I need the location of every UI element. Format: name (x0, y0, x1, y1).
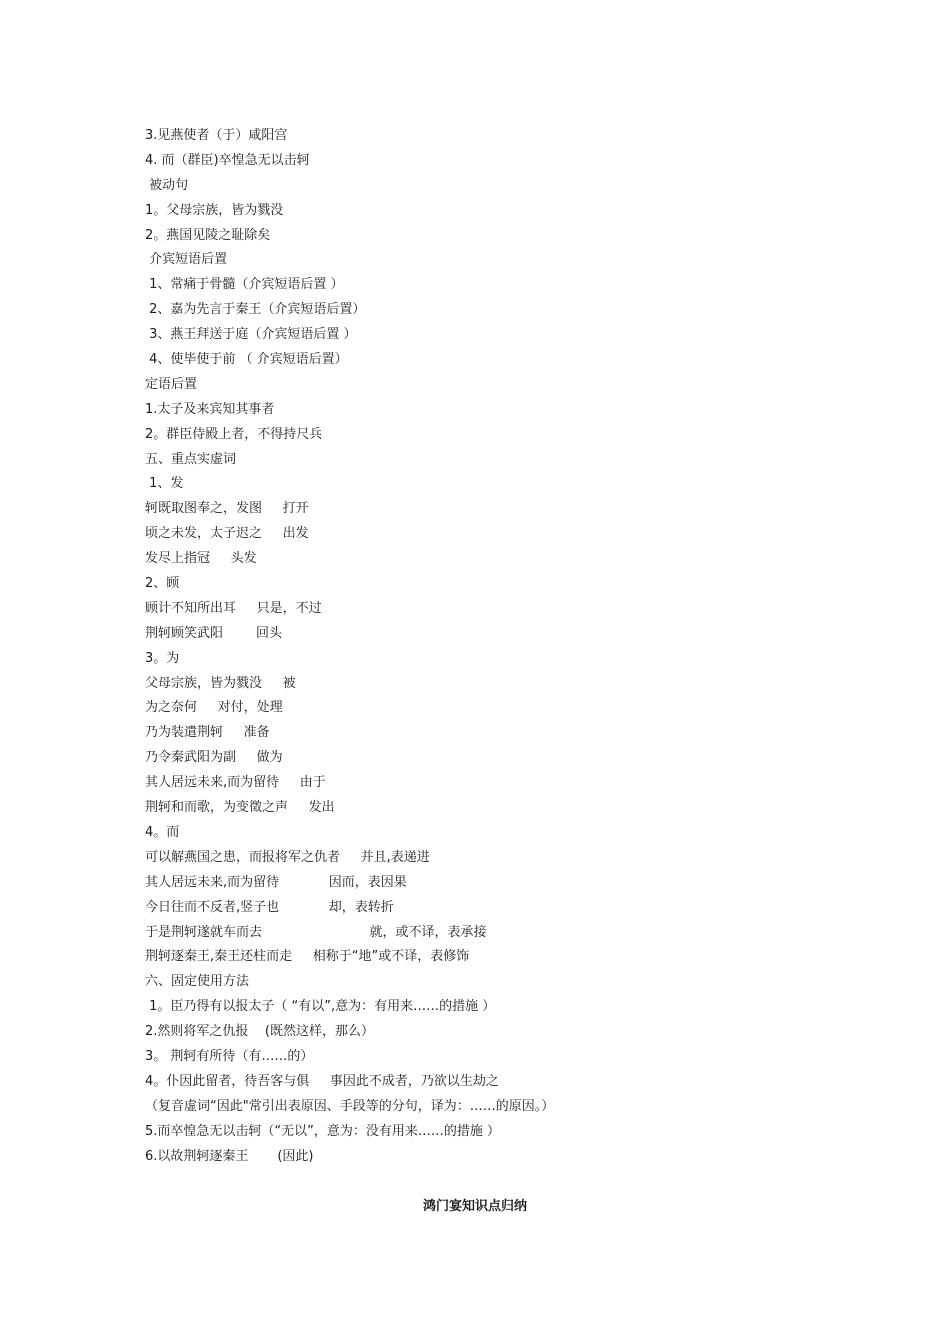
text-line: （复音虚词“因此"常引出表原因、手段等的分句，译为：……的原因。） (145, 1098, 555, 1114)
text-line: 于是荆轲遂就车而去 就，或不译，表承接 (145, 924, 487, 940)
text-line: 4. 而（群臣)卒惶急无以击轲 (145, 152, 310, 168)
text-line: 荆轲和而歌，为变徵之声 发出 (145, 800, 335, 816)
section-label: 4。而 (145, 824, 180, 840)
text-line: 3、燕王拜送于庭（介宾短语后置 ） (145, 327, 357, 343)
text-line: 1.太子及来宾知其事者 (145, 401, 275, 417)
text-line: 其人居远未来,而为留待 由于 (145, 775, 326, 791)
text-line: 6.以故荆轲逐秦王 (因此) (145, 1148, 314, 1164)
text-line: 今日往而不反者,竖子也 却，表转折 (145, 899, 394, 915)
text-line: 父母宗族，皆为戮没 被 (145, 675, 296, 691)
text-line: 2、嘉为先言于秦王（介宾短语后置） (145, 302, 366, 318)
text-line: 1。臣乃得有以报太子（ “有以”,意为：有用来……的措施 ） (145, 999, 496, 1015)
text-line: 2.然则将军之仇报 (既然这样，那么） (145, 1024, 375, 1040)
text-line: 乃令秦武阳为副 做为 (145, 750, 283, 766)
text-line: 发尽上指冠 头发 (145, 551, 257, 567)
section-heading: 六、固定使用方法 (145, 974, 250, 990)
text-line: 荆轲顾笑武阳 回头 (145, 625, 283, 641)
text-line: 其人居远未来,而为留待 因而，表因果 (145, 874, 407, 890)
text-line: 顷之未发，太子迟之 出发 (145, 526, 309, 542)
text-line: 2。群臣侍殿上者，不得持尺兵 (145, 426, 323, 442)
section-label: 被动句 (145, 177, 189, 193)
text-line: 乃为装遣荆轲 准备 (145, 725, 270, 741)
text-line: 顾计不知所出耳 只是，不过 (145, 600, 322, 616)
section-label: 1、发 (145, 476, 184, 492)
section-heading: 五、重点实虚词 (145, 451, 237, 467)
text-line: 为之奈何 对付，处理 (145, 700, 283, 716)
text-line: 荆轲逐秦王,秦王还柱而走 相称于“地”或不译，表修饰 (145, 949, 470, 965)
text-line: 4、使毕使于前 （ 介宾短语后置） (145, 352, 348, 368)
body-text (0, 124, 950, 1169)
text-line: 1。父母宗族，皆为戮没 (145, 202, 284, 218)
section-label: 介宾短语后置 (145, 252, 228, 268)
section-label: 定语后置 (145, 376, 198, 392)
text-line: 3。 荆轲有所待（有……的） (145, 1048, 314, 1064)
section-label: 2、顾 (145, 576, 180, 592)
text-line: 2。燕国见陵之耻除矣 (145, 227, 271, 243)
text-line: 3.见燕使者（于）咸阳宫 (145, 128, 288, 143)
text-line: 轲既取图奉之，发图 打开 (145, 501, 309, 517)
next-section-title: 鸿门宴知识点归纳 (422, 1199, 527, 1214)
text-line: 可以解燕国之患，而报将军之仇者 并且,表递进 (145, 849, 430, 865)
text-line: 4。仆因此留者，待吾客与俱 事因此不成者，乃欲以生劫之 (145, 1073, 499, 1089)
text-line: 1、常痛于骨髓（介宾短语后置 ） (145, 277, 344, 293)
section-label: 3。为 (145, 650, 180, 666)
text-line: 5.而卒惶急无以击轲（“无以”，意为：没有用来……的措施 ） (145, 1123, 501, 1139)
